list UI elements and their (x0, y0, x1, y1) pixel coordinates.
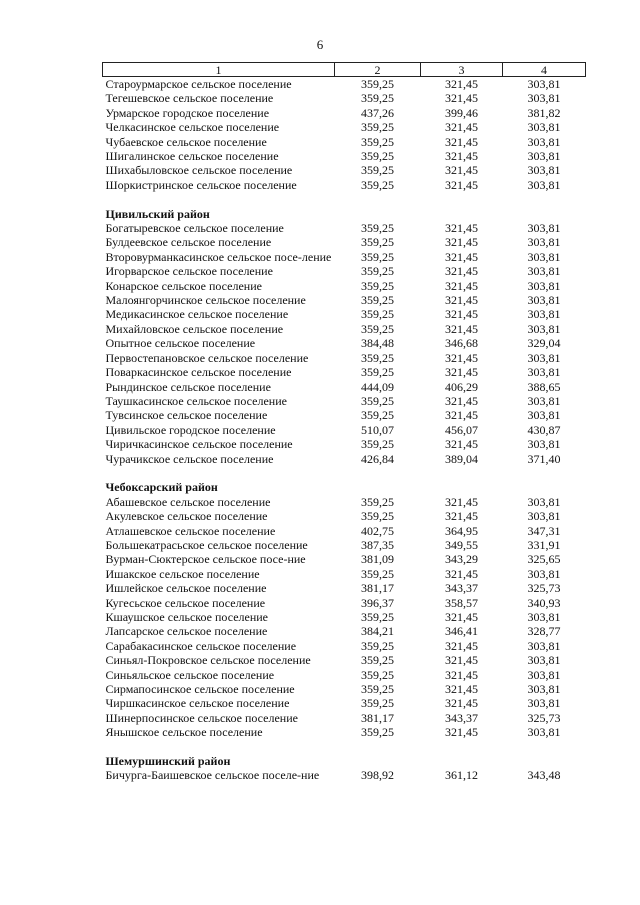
settlement-name-cell: Конарское сельское поселение (105, 278, 262, 293)
value-col3-cell: 343,37 (445, 581, 478, 596)
value-col4-cell: 325,73 (527, 581, 561, 596)
table-row (103, 452, 586, 466)
table-row (103, 768, 586, 782)
value-col3-cell: 321,45 (445, 264, 478, 279)
spacer-cell (103, 740, 586, 754)
district-heading-row (103, 480, 586, 494)
section-spacer (103, 740, 586, 754)
table-row (103, 322, 586, 336)
column-header-2: 2 (335, 63, 421, 77)
value-col2-cell: 359,25 (361, 221, 394, 236)
value-col4-cell: 303,81 (527, 307, 561, 322)
value-col2-cell: 359,25 (361, 120, 394, 135)
table-row (103, 668, 586, 682)
table-row (103, 624, 586, 638)
value-col4-cell: 303,81 (527, 610, 561, 624)
value-col4-cell: 303,81 (527, 566, 561, 581)
district-heading: Чебоксарский район (105, 480, 218, 495)
settlement-name-cell: Второвурманкасинское сельское посе-ление (105, 249, 332, 264)
value-col2-cell: 359,25 (361, 149, 394, 164)
spacer-cell (103, 466, 586, 480)
value-col2-cell: 359,25 (361, 682, 394, 697)
value-col3-cell: 321,45 (445, 509, 478, 524)
settlement-name-cell: Староурмарское сельское поселение (105, 77, 292, 91)
value-col4-cell: 430,87 (527, 422, 561, 437)
value-col4-cell: 303,81 (527, 653, 561, 668)
column-header-3: 3 (421, 63, 503, 77)
value-col4-cell: 303,81 (527, 509, 561, 524)
table-row (103, 120, 586, 134)
value-col3-cell: 346,68 (445, 336, 478, 351)
value-col4-cell: 303,81 (527, 163, 561, 178)
settlement-name-cell: Атлашевское сельское поселение (105, 523, 276, 538)
value-col4-cell: 303,81 (527, 393, 561, 408)
value-col3-cell: 321,45 (445, 696, 478, 711)
table-row (103, 581, 586, 595)
table-row (103, 106, 586, 120)
value-col3-cell: 321,45 (445, 177, 478, 192)
table-row (103, 307, 586, 321)
settlement-name-cell: Михайловское сельское поселение (105, 321, 284, 336)
table-row (103, 221, 586, 235)
value-col2-cell: 359,25 (361, 278, 394, 293)
value-col4-cell: 303,81 (527, 120, 561, 135)
value-col2-cell: 359,25 (361, 494, 394, 509)
settlement-name-cell: Сирмапосинское сельское поселение (105, 682, 295, 697)
value-col4-cell: 303,81 (527, 667, 561, 682)
value-col2-cell: 437,26 (361, 105, 394, 120)
value-col3-cell: 349,55 (445, 537, 478, 552)
value-col2-cell: 359,25 (361, 321, 394, 336)
table-row (103, 135, 586, 149)
settlement-name-cell: Опытное сельское поселение (105, 336, 256, 351)
table-row (103, 552, 586, 566)
value-col2-cell: 359,25 (361, 264, 394, 279)
settlement-name-cell: Шигалинское сельское поселение (105, 149, 279, 164)
table-row (103, 610, 586, 624)
value-col4-cell: 388,65 (527, 379, 561, 394)
value-col4-cell: 303,81 (527, 437, 561, 452)
value-col4-cell: 381,82 (527, 105, 561, 120)
value-col2-cell: 426,84 (361, 451, 394, 466)
value-col4-cell: 303,81 (527, 725, 561, 740)
value-col3-cell: 321,45 (445, 610, 478, 624)
value-col3-cell: 321,45 (445, 494, 478, 509)
value-col4-cell: 303,81 (527, 696, 561, 711)
section-spacer (103, 466, 586, 480)
value-col3-cell: 321,45 (445, 235, 478, 250)
value-col2-cell: 359,25 (361, 437, 394, 452)
value-col2-cell: 359,25 (361, 307, 394, 322)
table-row (103, 495, 586, 509)
value-col2-cell: 359,25 (361, 653, 394, 668)
value-col4-cell: 303,81 (527, 249, 561, 264)
value-col4-cell: 328,77 (527, 624, 561, 639)
table-row (103, 596, 586, 610)
value-col3-cell: 321,45 (445, 77, 478, 91)
value-col3-cell: 321,45 (445, 365, 478, 380)
value-col2-cell: 359,25 (361, 365, 394, 380)
table-row (103, 725, 586, 739)
settlement-name-cell: Сарабакасинское сельское поселение (105, 638, 297, 653)
value-col3-cell: 321,45 (445, 408, 478, 423)
value-col3-cell: 321,45 (445, 350, 478, 365)
settlement-name-cell: Янышское сельское поселение (105, 725, 263, 740)
settlement-name-cell: Малоянгорчинское сельское поселение (105, 293, 306, 308)
value-col3-cell: 321,45 (445, 120, 478, 135)
settlement-name-cell: Чиричкасинское сельское поселение (105, 437, 293, 452)
value-col2-cell: 384,21 (361, 624, 394, 639)
column-header-4: 4 (503, 63, 586, 77)
value-col2-cell: 359,25 (361, 610, 394, 624)
settlement-name-cell: Урмарское городское поселение (105, 105, 270, 120)
district-heading: Цивильский район (105, 206, 210, 221)
page-number: 6 (316, 37, 324, 52)
settlement-name-cell: Акулевское сельское поселение (105, 509, 268, 524)
table-row (103, 91, 586, 105)
value-col4-cell: 303,81 (527, 365, 561, 380)
value-col2-cell: 359,25 (361, 408, 394, 423)
settlement-name-cell: Ишлейское сельское поселение (105, 581, 267, 596)
table-row (103, 524, 586, 538)
value-col3-cell: 321,45 (445, 163, 478, 178)
value-col4-cell: 331,91 (527, 537, 561, 552)
table-row (103, 639, 586, 653)
value-col3-cell: 364,95 (445, 523, 478, 538)
table-row (103, 77, 586, 92)
value-col3-cell: 346,41 (445, 624, 478, 639)
settlement-name-cell: Чиршкасинское сельское поселение (105, 696, 290, 711)
table-row (103, 423, 586, 437)
settlement-name-cell: Вурман-Сюктерское сельское посе-ние (105, 552, 306, 567)
value-col3-cell: 389,04 (445, 451, 478, 466)
value-col3-cell: 321,45 (445, 149, 478, 164)
table-row (103, 264, 586, 278)
value-col4-cell: 343,48 (527, 768, 561, 783)
value-col4-cell: 347,31 (527, 523, 561, 538)
table-row (103, 437, 586, 451)
settlement-name-cell: Тувсинское сельское поселение (105, 408, 268, 423)
value-col4-cell: 325,65 (527, 552, 561, 567)
table-row (103, 250, 586, 264)
header-row (103, 63, 586, 77)
settlement-name-cell: Абашевское сельское поселение (105, 494, 271, 509)
value-col4-cell: 303,81 (527, 682, 561, 697)
table-header (103, 63, 586, 77)
value-col4-cell: 303,81 (527, 177, 561, 192)
settlement-name-cell: Челкасинское сельское поселение (105, 120, 280, 135)
value-col2-cell: 359,25 (361, 249, 394, 264)
value-col4-cell: 303,81 (527, 494, 561, 509)
value-col3-cell: 321,45 (445, 682, 478, 697)
value-col3-cell: 321,45 (445, 437, 478, 452)
table-row (103, 336, 586, 350)
value-col2-cell: 359,25 (361, 163, 394, 178)
settlement-name-cell: Цивильское городское поселение (105, 422, 276, 437)
settlement-name-cell: Синьял-Покровское сельское поселение (105, 653, 311, 668)
table-row (103, 538, 586, 552)
value-col3-cell: 321,45 (445, 393, 478, 408)
value-col2-cell: 381,17 (361, 581, 394, 596)
table-row (103, 149, 586, 163)
settlement-name-cell: Бичурга-Баишевское сельское поселе-ние (105, 768, 320, 783)
table-row (103, 365, 586, 379)
settlement-name-cell: Чурачикское сельское поселение (105, 451, 274, 466)
settlement-name-cell: Булдеевское сельское поселение (105, 235, 272, 250)
settlement-name-cell: Шоркистринское сельское поселение (105, 177, 297, 192)
value-col3-cell: 321,45 (445, 293, 478, 308)
table-row (103, 178, 586, 192)
district-heading: Шемуршинский район (105, 754, 231, 769)
value-col2-cell: 359,25 (361, 725, 394, 740)
value-col2-cell: 359,25 (361, 134, 394, 149)
value-col3-cell: 343,29 (445, 552, 478, 567)
value-col4-cell: 371,40 (527, 451, 561, 466)
column-header-1: 1 (103, 63, 335, 77)
value-col2-cell: 384,48 (361, 336, 394, 351)
settlement-name-cell: Большекатрасьское сельское поселение (105, 537, 308, 552)
settlement-name-cell: Синьяльское сельское поселение (105, 667, 275, 682)
value-col3-cell: 321,45 (445, 638, 478, 653)
table-row (103, 653, 586, 667)
value-col4-cell: 303,81 (527, 638, 561, 653)
value-col4-cell: 340,93 (527, 595, 561, 610)
value-col3-cell: 321,45 (445, 249, 478, 264)
settlement-name-cell: Шинерпосинское сельское поселение (105, 710, 298, 725)
value-col2-cell: 387,35 (361, 537, 394, 552)
settlement-name-cell: Кугесьское сельское поселение (105, 595, 266, 610)
value-col4-cell: 303,81 (527, 77, 561, 91)
value-col3-cell: 321,45 (445, 221, 478, 236)
settlement-name-cell: Шихабыловское сельское поселение (105, 163, 293, 178)
value-col2-cell: 510,07 (361, 422, 394, 437)
value-col3-cell: 456,07 (445, 422, 478, 437)
table-row (103, 380, 586, 394)
value-col2-cell: 359,25 (361, 638, 394, 653)
value-col3-cell: 321,45 (445, 278, 478, 293)
table-row (103, 293, 586, 307)
value-col3-cell: 321,45 (445, 566, 478, 581)
value-col4-cell: 303,81 (527, 134, 561, 149)
table-row (103, 682, 586, 696)
value-col4-cell: 303,81 (527, 149, 561, 164)
value-col2-cell: 359,25 (361, 235, 394, 250)
settlement-name-cell: Первостепановское сельское поселение (105, 350, 309, 365)
table-row (103, 235, 586, 249)
data-table (102, 62, 586, 783)
value-col4-cell: 303,81 (527, 278, 561, 293)
table-row (103, 279, 586, 293)
value-col2-cell: 359,25 (361, 667, 394, 682)
value-col3-cell: 321,45 (445, 134, 478, 149)
table-row (103, 163, 586, 177)
value-col2-cell: 381,17 (361, 710, 394, 725)
value-col3-cell: 321,45 (445, 91, 478, 106)
settlement-name-cell: Ишакское сельское поселение (105, 566, 260, 581)
table-row (103, 408, 586, 422)
value-col4-cell: 303,81 (527, 221, 561, 236)
value-col3-cell: 358,57 (445, 595, 478, 610)
settlement-name-cell: Таушкасинское сельское поселение (105, 393, 287, 408)
value-col4-cell: 303,81 (527, 91, 561, 106)
settlement-name-cell: Поваркасинское сельское поселение (105, 365, 292, 380)
spacer-cell (103, 192, 586, 206)
value-col4-cell: 325,73 (527, 710, 561, 725)
settlement-name-cell: Тегешевское сельское поселение (105, 91, 274, 106)
settlement-name-cell: Богатыревское сельское поселение (105, 221, 284, 236)
value-col2-cell: 398,92 (361, 768, 394, 783)
value-col2-cell: 359,25 (361, 509, 394, 524)
table-row (103, 394, 586, 408)
district-heading-row (103, 754, 586, 768)
value-col4-cell: 303,81 (527, 350, 561, 365)
value-col2-cell: 359,25 (361, 177, 394, 192)
value-col3-cell: 321,45 (445, 653, 478, 668)
value-col2-cell: 381,09 (361, 552, 394, 567)
value-col2-cell: 359,25 (361, 77, 394, 91)
value-col4-cell: 303,81 (527, 321, 561, 336)
value-col2-cell: 396,37 (361, 595, 394, 610)
value-col3-cell: 321,45 (445, 307, 478, 322)
value-col4-cell: 303,81 (527, 293, 561, 308)
value-col4-cell: 329,04 (527, 336, 561, 351)
table-row (103, 351, 586, 365)
value-col3-cell: 399,46 (445, 105, 478, 120)
value-col2-cell: 359,25 (361, 350, 394, 365)
value-col3-cell: 321,45 (445, 725, 478, 740)
section-spacer (103, 192, 586, 206)
table-row (103, 711, 586, 725)
value-col3-cell: 361,12 (445, 768, 478, 783)
value-col2-cell: 359,25 (361, 91, 394, 106)
settlement-name-cell: Медикасинское сельское поселение (105, 307, 289, 322)
district-heading-row (103, 207, 586, 221)
table-row (103, 696, 586, 710)
value-col2-cell: 359,25 (361, 293, 394, 308)
table-row (103, 509, 586, 523)
settlement-name-cell: Игорварское сельское поселение (105, 264, 273, 279)
value-col2-cell: 359,25 (361, 566, 394, 581)
value-col2-cell: 359,25 (361, 696, 394, 711)
value-col4-cell: 303,81 (527, 408, 561, 423)
value-col2-cell: 359,25 (361, 393, 394, 408)
value-col3-cell: 343,37 (445, 710, 478, 725)
value-col3-cell: 321,45 (445, 667, 478, 682)
settlement-name-cell: Рындинское сельское поселение (105, 379, 271, 394)
settlement-name-cell: Чубаевское сельское поселение (105, 134, 267, 149)
value-col2-cell: 402,75 (361, 523, 394, 538)
value-col4-cell: 303,81 (527, 264, 561, 279)
value-col2-cell: 444,09 (361, 379, 394, 394)
value-col4-cell: 303,81 (527, 235, 561, 250)
settlement-name-cell: Лапсарское сельское поселение (105, 624, 268, 639)
table-row (103, 567, 586, 581)
table-body (103, 77, 586, 783)
value-col3-cell: 321,45 (445, 321, 478, 336)
settlement-name-cell: Кшаушское сельское поселение (105, 610, 269, 624)
value-col3-cell: 406,29 (445, 379, 478, 394)
